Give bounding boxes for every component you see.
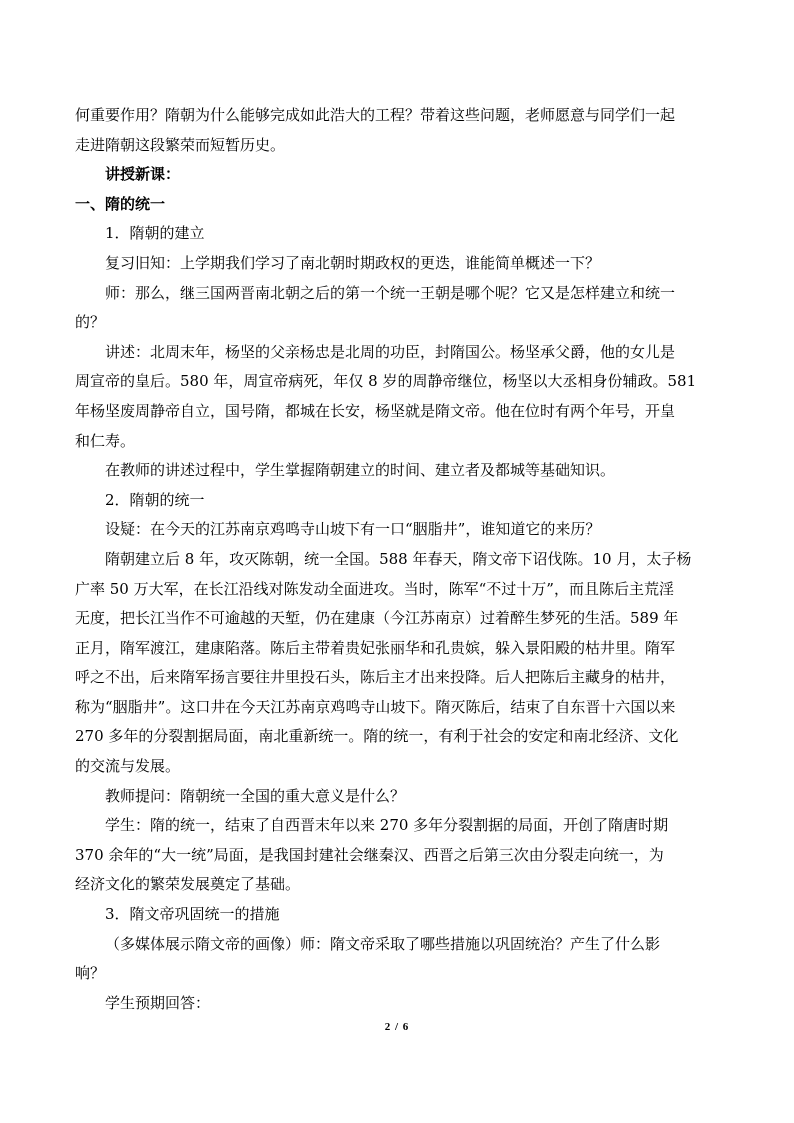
text-line: 称为“胭脂井”。这口井在今天江苏南京鸡鸣寺山坡下。隋灭陈后，结束了自东晋十六国以来: [75, 697, 676, 716]
text-line: 走进隋朝这段繁荣而短暂历史。: [75, 135, 286, 154]
text-line: 响？: [75, 964, 106, 983]
text-line: 周宣帝的皇后。580 年，周宣帝病死，年仅 8 岁的周静帝继位，杨坚以大丞相身份辅政。581: [75, 372, 697, 391]
section-heading: 一、隋的统一: [75, 194, 166, 213]
text-line: 2．隋朝的统一: [105, 490, 205, 509]
text-line: 年杨坚废周静帝自立，国号隋，都城在长安，杨坚就是隋文帝。他在位时有两个年号，开皇: [75, 401, 676, 420]
text-line: 的？: [75, 313, 106, 332]
text-line: 无度，把长江当作不可逾越的天堑，仍在建康（今江苏南京）过着醉生梦死的生活。589 年: [75, 609, 679, 628]
text-line: 正月，隋军渡江，建康陷落。陈后主带着贵妃张丽华和孔贵嫔，躲入景阳殿的枯井里。隋军: [75, 638, 676, 657]
page-number: 2 / 6: [384, 1021, 410, 1033]
text-line: 学生：隋的统一，结束了自西晋末年以来 270 多年分裂割据的局面，开创了隋唐时期: [105, 816, 669, 835]
text-line: 的交流与发展。: [75, 757, 181, 776]
text-line: 和仁寿。: [75, 431, 136, 450]
text-line: 呼之不出，后来隋军扬言要往井里投石头，陈后主才出来投降。后人把陈后主藏身的枯井，: [75, 668, 676, 687]
text-line: 在教师的讲述过程中，学生掌握隋朝建立的时间、建立者及都城等基础知识。: [105, 461, 616, 480]
text-line: 隋朝建立后 8 年，攻灭陈朝，统一全国。588 年春天，隋文帝下诏伐陈。10 月，太子杨: [105, 549, 692, 568]
text-line: 师：那么，继三国两晋南北朝之后的第一个统一王朝是哪个呢？它又是怎样建立和统一: [105, 283, 676, 302]
text-line: 3．隋文帝巩固统一的措施: [105, 905, 280, 924]
text-line: 学生预期回答：: [105, 993, 211, 1012]
text-line: （多媒体展示隋文帝的画像）师：隋文帝采取了哪些措施以巩固统治？产生了什么影: [105, 934, 661, 953]
text-line: 复习旧知：上学期我们学习了南北朝时期政权的更迭，谁能简单概述一下？: [105, 253, 601, 272]
text-line: 270 多年的分裂割据局面，南北重新统一。隋的统一，有利于社会的安定和南北经济、文化: [75, 727, 679, 746]
text-line: 经济文化的繁荣发展奠定了基础。: [75, 875, 301, 894]
section-heading: 讲授新课：: [105, 165, 181, 184]
text-line: 1．隋朝的建立: [105, 224, 205, 243]
text-line: 何重要作用？隋朝为什么能够完成如此浩大的工程？带着这些问题，老师愿意与同学们一起: [75, 106, 676, 124]
text-line: 教师提问：隋朝统一全国的重大意义是什么？: [105, 786, 406, 805]
text-line: 广率 50 万大军，在长江沿线对陈发动全面进攻。当时，陈军“不过十万”，而且陈后主荒淫: [75, 579, 674, 598]
text-line: 讲述：北周末年，杨坚的父亲杨忠是北周的功臣，封隋国公。杨坚承父爵，他的女儿是: [105, 342, 676, 361]
text-line: 370 余年的“大一统”局面，是我国封建社会继秦汉、西晋之后第三次由分裂走向统一，为: [75, 845, 664, 864]
text-line: 设疑：在今天的江苏南京鸡鸣寺山坡下有一口“胭脂井”，谁知道它的来历？: [105, 520, 601, 539]
document-body: [75, 101, 722, 1018]
